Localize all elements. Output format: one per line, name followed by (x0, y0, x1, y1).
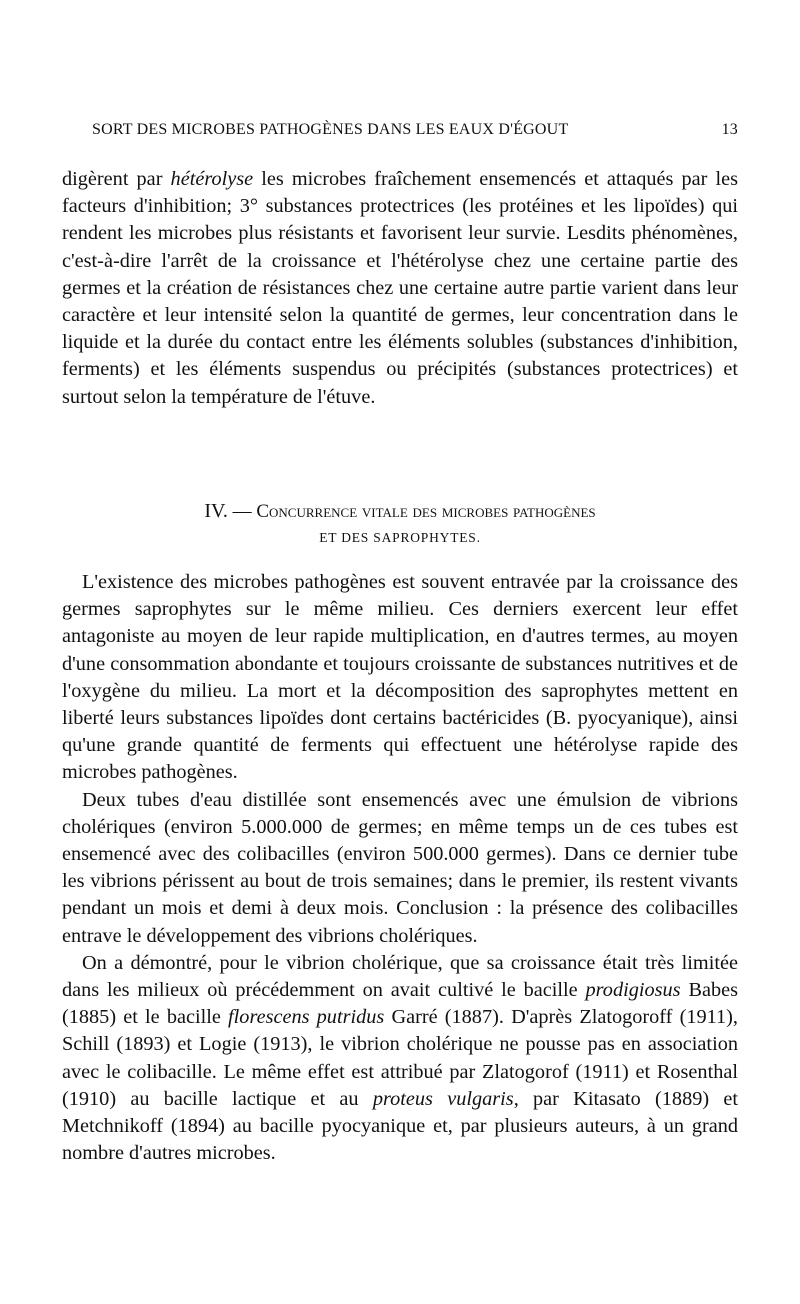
running-title: SORT DES MICROBES PATHOGÈNES DANS LES EAUX D'ÉGOUT (92, 121, 569, 138)
term-florescens-putridus: florescens putridus (228, 1006, 385, 1029)
paragraph-4-part-2: Babes (1885) et le bacille (62, 979, 739, 1029)
section-numeral: IV. (204, 500, 228, 522)
section-title-line-1: Concurrence vitale des microbes pathogènes (256, 501, 596, 522)
section-subheading (62, 530, 738, 546)
paragraph-4 (62, 950, 738, 1168)
section-dash: — (232, 501, 252, 522)
page-number: 13 (721, 121, 738, 138)
term-prodigiosus: prodigiosus (585, 979, 681, 1002)
paragraph-4-part-4: , par Kitasato (1889) et Metchnikoff (1894) au bacille pyocyanique et, par plusieurs auteurs, à un grand nombre d'autres microbes. (62, 1087, 739, 1165)
paragraph-4-part-3: Garré (1887). D'après Zlatogoroff (1911), Schill (1893) et Logie (1913), le vibrion cholérique ne pousse pas en association avec le colibacille. Le même effet est attribué par Zlatogorof (1911) et Rosenthal (1910) au bacille lactique et au (62, 1006, 738, 1110)
term-proteus-vulgaris: proteus vulgaris (372, 1087, 514, 1110)
body-text (62, 569, 738, 1167)
paragraph-1 (62, 166, 738, 411)
paragraph-4-part-1: On a démontré, pour le vibrion cholérique, que sa croissance était très limitée dans les milieux où précédemment on avait cultivé le bacille (62, 951, 738, 1002)
paragraph-2: L'existence des microbes pathogènes est souvent entravée par la croissance des germes saprophytes sur le même milieu. Ces derniers exercent leur effet antagoniste au moyen de leur rapide multiplication, en d'autres termes, au moyen d'une consommation abondante et toujours croissante de substances nutritives et de l'oxygène du milieu. La mort et la décomposition des saprophytes mettent en liberté leurs substances lipoïdes dont certains bactéricides (B. pyocyanique), ainsi qu'une grande quantité de ferments qui effectuent une hétérolyse rapide des microbes pathogènes. (62, 571, 738, 784)
paragraph-1-start: digèrent par (62, 168, 171, 190)
running-header (92, 121, 742, 147)
section-heading (62, 500, 738, 523)
section-title-line-2: ET DES SAPROPHYTES. (319, 530, 481, 545)
term-heterolyse: hétérolyse (170, 168, 254, 190)
paragraph-3: Deux tubes d'eau distillée sont ensemencés avec une émulsion de vibrions cholériques (environ 5.000.000 de germes; en même temps un de ces tubes est ensemencé avec des colibacilles (environ 500.000 germes). Dans ce dernier tube les vibrions périssent au bout de trois semaines; dans le premier, ils restent vivants pendant un mois et demi à deux mois. Conclusion : la présence des colibacilles entrave le développement des vibrions cholériques. (62, 788, 738, 947)
paragraph-1-body: les microbes fraîchement ensemencés et attaqués par les facteurs d'inhibition; 3° substances protectrices (les protéines et les lipoïdes) qui rendent les microbes plus résistants et favorisent leur survie. Lesdits phénomènes, c'est-à-dire l'arrêt de la croissance et l'hétérolyse chez une certaine partie des germes et la création de résistances chez une certaine autre partie varient dans leur caractère et leur intensité selon la quantité de germes, leur concentration dans le liquide et la durée du contact entre les éléments solubles (substances d'inhibition, ferments) et les éléments suspendus ou précipités (substances protectrices) et surtout selon la température de l'étuve. (62, 168, 738, 408)
